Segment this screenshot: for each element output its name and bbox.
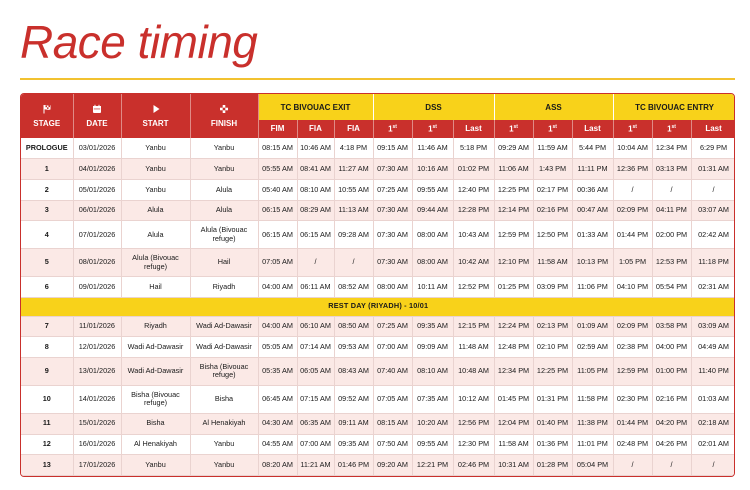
time-cell: 01:28 PM [533, 455, 572, 476]
time-cell: 01:45 PM [494, 385, 533, 413]
time-cell: 04:49 AM [691, 337, 735, 358]
time-cell: 09:28 AM [334, 221, 373, 249]
time-cell: 12:28 PM [453, 200, 494, 221]
finish-cell: Bisha (Bivouac refuge) [190, 357, 258, 385]
subheader-last: Last [691, 120, 735, 138]
time-cell: 02:30 PM [613, 385, 652, 413]
time-cell: 02:59 AM [572, 337, 613, 358]
time-cell: / [652, 179, 691, 200]
subheader-first: 1st [533, 120, 572, 138]
time-cell: 01:02 PM [453, 159, 494, 180]
table-row [21, 277, 735, 298]
date-cell: 14/01/2026 [73, 385, 121, 413]
time-cell: 12:59 PM [494, 221, 533, 249]
time-cell: 04:11 PM [652, 200, 691, 221]
time-cell: 12:56 PM [453, 413, 494, 434]
time-cell: / [334, 249, 373, 277]
time-cell: 02:38 PM [613, 337, 652, 358]
start-cell: Bisha (Bivouac refuge) [121, 385, 190, 413]
date-cell: 04/01/2026 [73, 159, 121, 180]
start-cell: Alula (Bivouac refuge) [121, 249, 190, 277]
time-cell: 11:38 PM [572, 413, 613, 434]
time-cell: 12:10 PM [494, 249, 533, 277]
time-cell: 09:35 AM [412, 316, 453, 337]
time-cell: 07:14 AM [297, 337, 334, 358]
time-cell: 02:18 AM [691, 413, 735, 434]
date-cell: 16/01/2026 [73, 434, 121, 455]
time-cell: 12:14 PM [494, 200, 533, 221]
time-cell: 12:04 PM [494, 413, 533, 434]
date-cell: 08/01/2026 [73, 249, 121, 277]
rest-day-label: REST DAY (RIYADH) - 10/01 [21, 297, 735, 316]
time-cell: 11:06 AM [494, 159, 533, 180]
subheader-last: Last [453, 120, 494, 138]
time-cell: 06:15 AM [297, 221, 334, 249]
header-start: START [121, 94, 190, 138]
calendar-icon [75, 104, 120, 117]
header-tc-bivouac-entry: TC BIVOUAC ENTRY [613, 94, 735, 120]
time-cell: 10:43 AM [453, 221, 494, 249]
table-row [21, 357, 735, 385]
time-cell: 07:30 AM [373, 249, 412, 277]
finish-cell: Al Henakiyah [190, 413, 258, 434]
time-cell: 07:05 AM [373, 385, 412, 413]
time-cell: 07:15 AM [297, 385, 334, 413]
time-cell: 10:04 AM [613, 138, 652, 159]
time-cell: 02:46 PM [453, 455, 494, 476]
time-cell: 09:55 AM [412, 434, 453, 455]
time-cell: 12:34 PM [652, 138, 691, 159]
time-cell: / [691, 455, 735, 476]
time-cell: 01:44 PM [613, 413, 652, 434]
finish-cell: Yanbu [190, 455, 258, 476]
time-cell: 07:30 AM [373, 221, 412, 249]
page-title: Race timing [20, 16, 258, 68]
header-tc-bivouac-exit: TC BIVOUAC EXIT [258, 94, 373, 120]
header-finish: FINISH [190, 94, 258, 138]
table-row [21, 337, 735, 358]
finish-cell: Wadi Ad-Dawasir [190, 316, 258, 337]
subheader-first: 1st [613, 120, 652, 138]
time-cell: 1:43 PM [533, 159, 572, 180]
start-cell: Alula [121, 200, 190, 221]
date-cell: 13/01/2026 [73, 357, 121, 385]
subheader-first: 1st [373, 120, 412, 138]
finish-cell: Hail [190, 249, 258, 277]
time-cell: 08:15 AM [373, 413, 412, 434]
time-cell: 1:05 PM [613, 249, 652, 277]
table-row [21, 200, 735, 221]
header-date: DATE [73, 94, 121, 138]
time-cell: 12:53 PM [652, 249, 691, 277]
stage-cell: 12 [21, 434, 73, 455]
checkered-square-icon [192, 104, 257, 117]
stage-cell: 6 [21, 277, 73, 298]
finish-cell: Alula [190, 179, 258, 200]
date-cell: 05/01/2026 [73, 179, 121, 200]
stage-cell: 5 [21, 249, 73, 277]
stage-cell: 4 [21, 221, 73, 249]
time-cell: 04:55 AM [258, 434, 297, 455]
date-cell: 09/01/2026 [73, 277, 121, 298]
time-cell: 02:00 PM [652, 221, 691, 249]
time-cell: 11:46 AM [412, 138, 453, 159]
time-cell: 12:25 PM [494, 179, 533, 200]
time-cell: 08:50 AM [334, 316, 373, 337]
time-cell: 11:48 AM [453, 337, 494, 358]
time-cell: 12:25 PM [533, 357, 572, 385]
time-cell: 4:18 PM [334, 138, 373, 159]
stage-cell: 7 [21, 316, 73, 337]
time-cell: 04:00 PM [652, 337, 691, 358]
time-cell: 02:13 PM [533, 316, 572, 337]
finish-cell: Yanbu [190, 159, 258, 180]
time-cell: 08:00 AM [412, 221, 453, 249]
time-cell: 01:31 AM [691, 159, 735, 180]
time-cell: 08:41 AM [297, 159, 334, 180]
subheader-fia: FIA [334, 120, 373, 138]
time-cell: 10:31 AM [494, 455, 533, 476]
time-cell: 11:11 PM [572, 159, 613, 180]
subheader-first: 1st [412, 120, 453, 138]
time-cell: 10:46 AM [297, 138, 334, 159]
time-cell: 09:15 AM [373, 138, 412, 159]
time-cell: 05:55 AM [258, 159, 297, 180]
time-cell: 07:25 AM [373, 179, 412, 200]
time-cell: 00:47 AM [572, 200, 613, 221]
stage-cell: 11 [21, 413, 73, 434]
time-cell: 11:27 AM [334, 159, 373, 180]
time-cell: 10:42 AM [453, 249, 494, 277]
time-cell: 12:36 PM [613, 159, 652, 180]
time-cell: 03:09 AM [691, 316, 735, 337]
date-cell: 06/01/2026 [73, 200, 121, 221]
date-cell: 12/01/2026 [73, 337, 121, 358]
time-cell: 11:59 AM [533, 138, 572, 159]
time-cell: 01:46 PM [334, 455, 373, 476]
finish-cell: Yanbu [190, 138, 258, 159]
time-cell: 12:21 PM [412, 455, 453, 476]
stage-cell: 8 [21, 337, 73, 358]
time-cell: 08:00 AM [412, 249, 453, 277]
time-cell: 01:33 AM [572, 221, 613, 249]
time-cell: 09:29 AM [494, 138, 533, 159]
time-cell: 01:25 PM [494, 277, 533, 298]
finish-cell: Wadi Ad-Dawasir [190, 337, 258, 358]
time-cell: 12:50 PM [533, 221, 572, 249]
stage-cell: 10 [21, 385, 73, 413]
header-ass: ASS [494, 94, 613, 120]
start-cell: Yanbu [121, 455, 190, 476]
time-cell: 11:01 PM [572, 434, 613, 455]
time-cell: 05:35 AM [258, 357, 297, 385]
header-dss: DSS [373, 94, 494, 120]
start-cell: Yanbu [121, 138, 190, 159]
time-cell: 04:10 PM [613, 277, 652, 298]
play-icon [123, 104, 189, 117]
time-cell: 00:36 AM [572, 179, 613, 200]
time-cell: 05:04 PM [572, 455, 613, 476]
time-cell: 03:58 PM [652, 316, 691, 337]
start-cell: Al Henakiyah [121, 434, 190, 455]
time-cell: 02:16 PM [533, 200, 572, 221]
time-cell: 01:09 AM [572, 316, 613, 337]
table-row [21, 159, 735, 180]
checkered-flag-icon [22, 104, 72, 117]
time-cell: 01:31 PM [533, 385, 572, 413]
time-cell: 06:35 AM [297, 413, 334, 434]
time-cell: 10:48 AM [453, 357, 494, 385]
time-cell: 10:55 AM [334, 179, 373, 200]
stage-cell: 13 [21, 455, 73, 476]
time-cell: 10:11 AM [412, 277, 453, 298]
time-cell: 07:00 AM [373, 337, 412, 358]
time-cell: 09:11 AM [334, 413, 373, 434]
time-cell: 07:35 AM [412, 385, 453, 413]
time-cell: 09:52 AM [334, 385, 373, 413]
time-cell: 11:40 PM [691, 357, 735, 385]
table-row [21, 179, 735, 200]
time-cell: 02:09 PM [613, 316, 652, 337]
time-cell: 11:21 AM [297, 455, 334, 476]
time-cell: 06:05 AM [297, 357, 334, 385]
time-cell: 02:17 PM [533, 179, 572, 200]
time-cell: 07:50 AM [373, 434, 412, 455]
time-cell: 09:53 AM [334, 337, 373, 358]
time-cell: 02:42 AM [691, 221, 735, 249]
subheader-fia: FIA [297, 120, 334, 138]
stage-cell: 3 [21, 200, 73, 221]
time-cell: 5:44 PM [572, 138, 613, 159]
start-cell: Yanbu [121, 159, 190, 180]
table-row [21, 413, 735, 434]
date-cell: 03/01/2026 [73, 138, 121, 159]
time-cell: 12:30 PM [453, 434, 494, 455]
time-cell: 08:00 AM [373, 277, 412, 298]
time-cell: 04:30 AM [258, 413, 297, 434]
time-cell: 12:40 PM [453, 179, 494, 200]
time-cell: 12:52 PM [453, 277, 494, 298]
table-row [21, 316, 735, 337]
start-cell: Wadi Ad-Dawasir [121, 337, 190, 358]
table-body [21, 138, 735, 476]
time-cell: 6:29 PM [691, 138, 735, 159]
title-divider [20, 78, 735, 80]
time-cell: 09:20 AM [373, 455, 412, 476]
time-cell: 12:59 PM [613, 357, 652, 385]
subheader-first: 1st [494, 120, 533, 138]
subheader-fim: FIM [258, 120, 297, 138]
time-cell: 06:11 AM [297, 277, 334, 298]
date-cell: 17/01/2026 [73, 455, 121, 476]
time-cell: 02:01 AM [691, 434, 735, 455]
time-cell: 12:24 PM [494, 316, 533, 337]
time-cell: 04:00 AM [258, 277, 297, 298]
table-row [21, 138, 735, 159]
time-cell: 08:10 AM [297, 179, 334, 200]
time-cell: 04:00 AM [258, 316, 297, 337]
time-cell: 07:40 AM [373, 357, 412, 385]
time-cell: / [652, 455, 691, 476]
finish-cell: Alula [190, 200, 258, 221]
time-cell: 04:26 PM [652, 434, 691, 455]
table-row [21, 434, 735, 455]
table-row [21, 221, 735, 249]
time-cell: 02:16 PM [652, 385, 691, 413]
start-cell: Yanbu [121, 179, 190, 200]
time-cell: 08:29 AM [297, 200, 334, 221]
start-cell: Alula [121, 221, 190, 249]
time-cell: 01:00 PM [652, 357, 691, 385]
time-cell: 08:15 AM [258, 138, 297, 159]
time-cell: 01:03 AM [691, 385, 735, 413]
time-cell: 11:58 PM [572, 385, 613, 413]
start-cell: Hail [121, 277, 190, 298]
time-cell: 05:54 PM [652, 277, 691, 298]
time-cell: 11:06 PM [572, 277, 613, 298]
time-cell: 01:40 PM [533, 413, 572, 434]
subheader-last: Last [572, 120, 613, 138]
time-cell: 12:34 PM [494, 357, 533, 385]
time-cell: 08:52 AM [334, 277, 373, 298]
rest-day-row [21, 297, 735, 316]
time-cell: 02:31 AM [691, 277, 735, 298]
stage-cell: 1 [21, 159, 73, 180]
table-row [21, 385, 735, 413]
start-cell: Bisha [121, 413, 190, 434]
start-cell: Riyadh [121, 316, 190, 337]
time-cell: 01:44 PM [613, 221, 652, 249]
finish-cell: Alula (Bivouac refuge) [190, 221, 258, 249]
time-cell: 03:13 PM [652, 159, 691, 180]
time-cell: 08:20 AM [258, 455, 297, 476]
time-cell: 09:09 AM [412, 337, 453, 358]
time-cell: 07:00 AM [297, 434, 334, 455]
time-cell: 03:09 PM [533, 277, 572, 298]
time-cell: 09:44 AM [412, 200, 453, 221]
start-cell: Wadi Ad-Dawasir [121, 357, 190, 385]
time-cell: 10:13 PM [572, 249, 613, 277]
time-cell: 11:13 AM [334, 200, 373, 221]
time-cell: / [691, 179, 735, 200]
race-timing-table [20, 93, 735, 477]
time-cell: 11:58 AM [494, 434, 533, 455]
table-row [21, 455, 735, 476]
time-cell: / [613, 179, 652, 200]
time-cell: 12:15 PM [453, 316, 494, 337]
time-cell: 09:35 AM [334, 434, 373, 455]
time-cell: / [297, 249, 334, 277]
time-cell: 02:09 PM [613, 200, 652, 221]
time-cell: 07:30 AM [373, 200, 412, 221]
time-cell: 06:15 AM [258, 221, 297, 249]
time-cell: 11:58 AM [533, 249, 572, 277]
time-cell: 10:12 AM [453, 385, 494, 413]
time-cell: 11:05 PM [572, 357, 613, 385]
time-cell: / [613, 455, 652, 476]
date-cell: 11/01/2026 [73, 316, 121, 337]
time-cell: 07:30 AM [373, 159, 412, 180]
time-cell: 06:45 AM [258, 385, 297, 413]
time-cell: 10:16 AM [412, 159, 453, 180]
time-cell: 5:18 PM [453, 138, 494, 159]
time-cell: 02:10 PM [533, 337, 572, 358]
date-cell: 15/01/2026 [73, 413, 121, 434]
table-row [21, 249, 735, 277]
time-cell: 03:07 AM [691, 200, 735, 221]
time-cell: 02:48 PM [613, 434, 652, 455]
finish-cell: Bisha [190, 385, 258, 413]
time-cell: 05:40 AM [258, 179, 297, 200]
stage-cell: 2 [21, 179, 73, 200]
time-cell: 04:20 PM [652, 413, 691, 434]
finish-cell: Riyadh [190, 277, 258, 298]
time-cell: 05:05 AM [258, 337, 297, 358]
time-cell: 06:15 AM [258, 200, 297, 221]
time-cell: 08:43 AM [334, 357, 373, 385]
time-cell: 10:20 AM [412, 413, 453, 434]
date-cell: 07/01/2026 [73, 221, 121, 249]
time-cell: 11:18 PM [691, 249, 735, 277]
time-cell: 09:55 AM [412, 179, 453, 200]
time-cell: 06:10 AM [297, 316, 334, 337]
time-cell: 12:48 PM [494, 337, 533, 358]
stage-cell: 9 [21, 357, 73, 385]
time-cell: 07:05 AM [258, 249, 297, 277]
time-cell: 07:25 AM [373, 316, 412, 337]
time-cell: 01:36 PM [533, 434, 572, 455]
subheader-first: 1st [652, 120, 691, 138]
finish-cell: Yanbu [190, 434, 258, 455]
time-cell: 08:10 AM [412, 357, 453, 385]
stage-cell: PROLOGUE [21, 138, 73, 159]
header-stage: STAGE [21, 94, 73, 138]
